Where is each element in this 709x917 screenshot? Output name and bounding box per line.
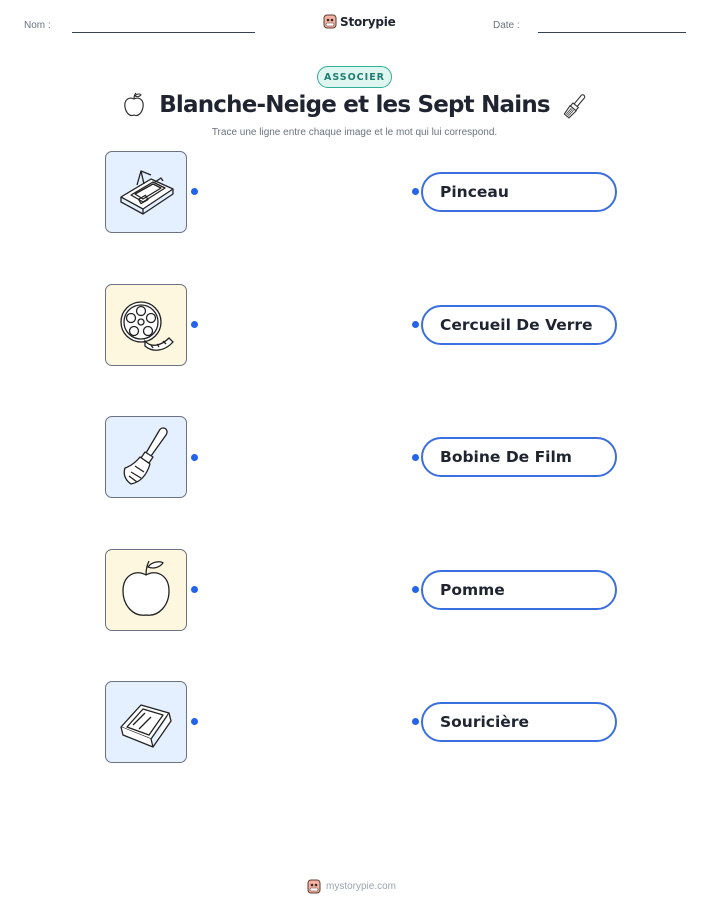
image-dot-3[interactable]: [191, 454, 198, 461]
paintbrush-icon: [111, 422, 181, 492]
word-box-4: Pomme: [421, 570, 617, 610]
date-line: [538, 32, 686, 33]
activity-badge: ASSOCIER: [317, 66, 392, 88]
word-dot-4[interactable]: [412, 586, 419, 593]
image-dot-4[interactable]: [191, 586, 198, 593]
apple-icon: [111, 555, 181, 625]
footer-url[interactable]: mystorypie.com: [326, 881, 397, 892]
brand-name: Storypie: [340, 14, 396, 29]
mousetrap-icon: [111, 157, 181, 227]
storypie-mascot-footer-icon: [307, 879, 321, 894]
image-card-2: [105, 284, 187, 366]
word-dot-2[interactable]: [412, 321, 419, 328]
instructions: Trace une ligne entre chaque image et le mot qui lui correspond.: [211, 127, 498, 138]
image-card-3: [105, 416, 187, 498]
film-reel-icon: [111, 290, 181, 360]
paintbrush-title-icon: [561, 91, 589, 121]
word-box-1: Pinceau: [421, 172, 617, 212]
image-card-1: [105, 151, 187, 233]
image-dot-5[interactable]: [191, 718, 198, 725]
image-dot-1[interactable]: [191, 188, 198, 195]
word-box-3: Bobine De Film: [421, 437, 617, 477]
storypie-mascot-icon: [323, 14, 337, 29]
name-line: [72, 32, 255, 33]
page-title: Blanche-Neige et les Sept Nains: [159, 92, 550, 118]
word-box-2: Cercueil De Verre: [421, 305, 617, 345]
word-dot-1[interactable]: [412, 188, 419, 195]
image-dot-2[interactable]: [191, 321, 198, 328]
brand-logo: [323, 14, 396, 29]
image-card-5: [105, 681, 187, 763]
date-label: Date :: [493, 20, 520, 31]
glass-coffin-icon: [111, 687, 181, 757]
name-label: Nom :: [24, 20, 51, 31]
footer: [307, 879, 396, 894]
word-dot-3[interactable]: [412, 454, 419, 461]
image-card-4: [105, 549, 187, 631]
word-box-5: Souricière: [421, 702, 617, 742]
word-dot-5[interactable]: [412, 718, 419, 725]
